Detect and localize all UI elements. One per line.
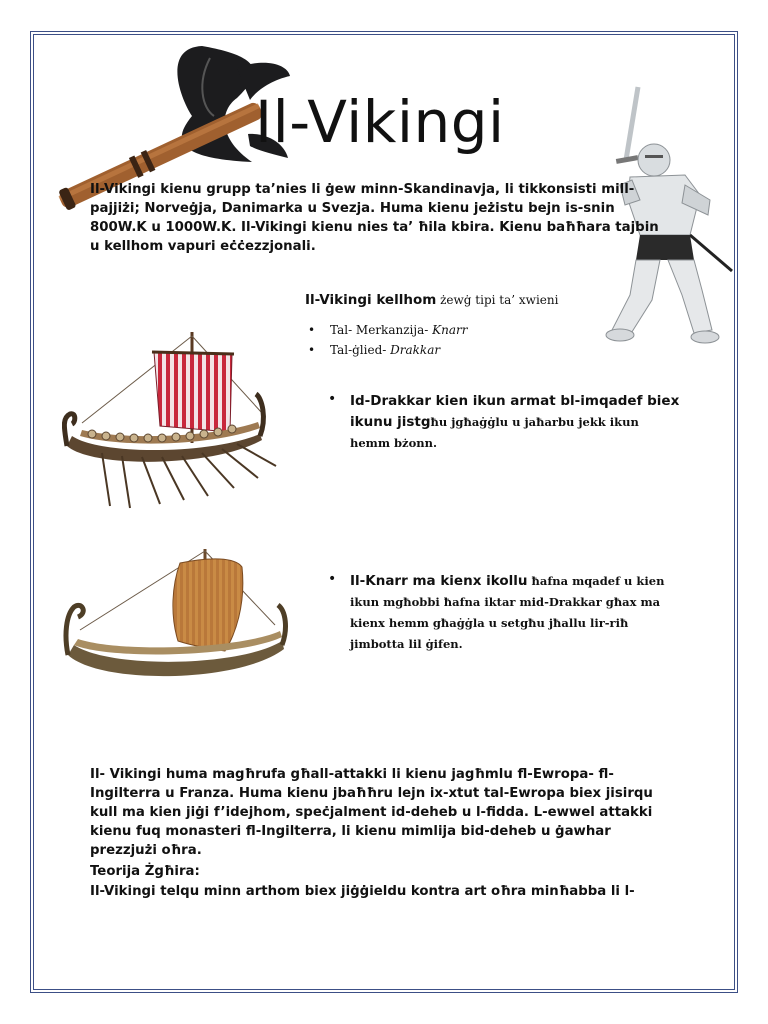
ship-type-prefix: Tal- Merkanzija-: [330, 323, 433, 337]
drakkar-description: [350, 390, 680, 453]
page-title: Il-Vikingi: [255, 88, 505, 156]
list-item: [330, 340, 467, 360]
ship-types-list: [330, 320, 467, 360]
attacks-paragraph: Il- Vikingi huma magħrufa għall-attakki li kienu jagħmlu fl-Ewropa- fl-Ingilterra u Franza. Huma kienu jbaħħru lejn ix-xtut tal-Ewropa biex jisirqu kull ma kien jiġi f’idejhom, speċjalment id-deheb u l-fidda. L-ewwel attakki kienu fuq monasteri fl-Ingilterra, li kienu mimlija bid-deheb u ġawhar prezzjużi oħra.: [90, 767, 653, 858]
knarr-description-rest: ħafna mqadef u kien ikun mgħobbi ħafna iktar mid-Drakkar għax ma kienx hemm għaġġla u setgħu jħallu lir-riħ jimbotta lil ġifen.: [350, 574, 665, 651]
drakkar-description-rest: ħu jgħaġġlu u jaħarbu jekk ikun hemm bżonn.: [350, 415, 639, 450]
ship-type-prefix: Tal-ġlied-: [330, 343, 391, 357]
ship-types-heading: [305, 292, 558, 308]
drakkar-description-lead: Id-Drakkar kien ikun armat bl-imqadef biex ikunu jistg: [350, 393, 680, 430]
list-item: [330, 320, 467, 340]
knarr-description: [350, 570, 680, 654]
intro-paragraph: Il-Vikingi kienu grupp ta’nies li ġew minn-Skandinavja, li tikkonsisti mill-pajjiżi; Norveġja, Danimarka u Svezja. Huma kienu jeżistu bejn is-snin 800W.K u 1000W.K. Il-Vikingi kienu nies ta’ ħila kbira. Kienu baħħara tajbin u kellhom vapuri eċċezzjonali.: [90, 182, 659, 254]
theory-heading: Teorija Żgħira:: [90, 864, 200, 879]
ship-types-heading-bold: Il-Vikingi kellhom: [305, 292, 437, 308]
ship-type-name: Drakkar: [390, 343, 441, 357]
ship-type-name: Knarr: [432, 323, 468, 337]
knarr-ship-illustration: [60, 545, 290, 685]
ship-types-heading-rest: żewġ tipi ta’ xwieni: [436, 293, 559, 307]
theory-paragraph: Il-Vikingi telqu minn arthom biex jiġġieldu kontra art oħra minħabba li l-: [90, 884, 635, 899]
knarr-description-lead: Il-Knarr ma kienx ikollu: [350, 573, 528, 589]
drakkar-ship-illustration: [62, 328, 292, 518]
